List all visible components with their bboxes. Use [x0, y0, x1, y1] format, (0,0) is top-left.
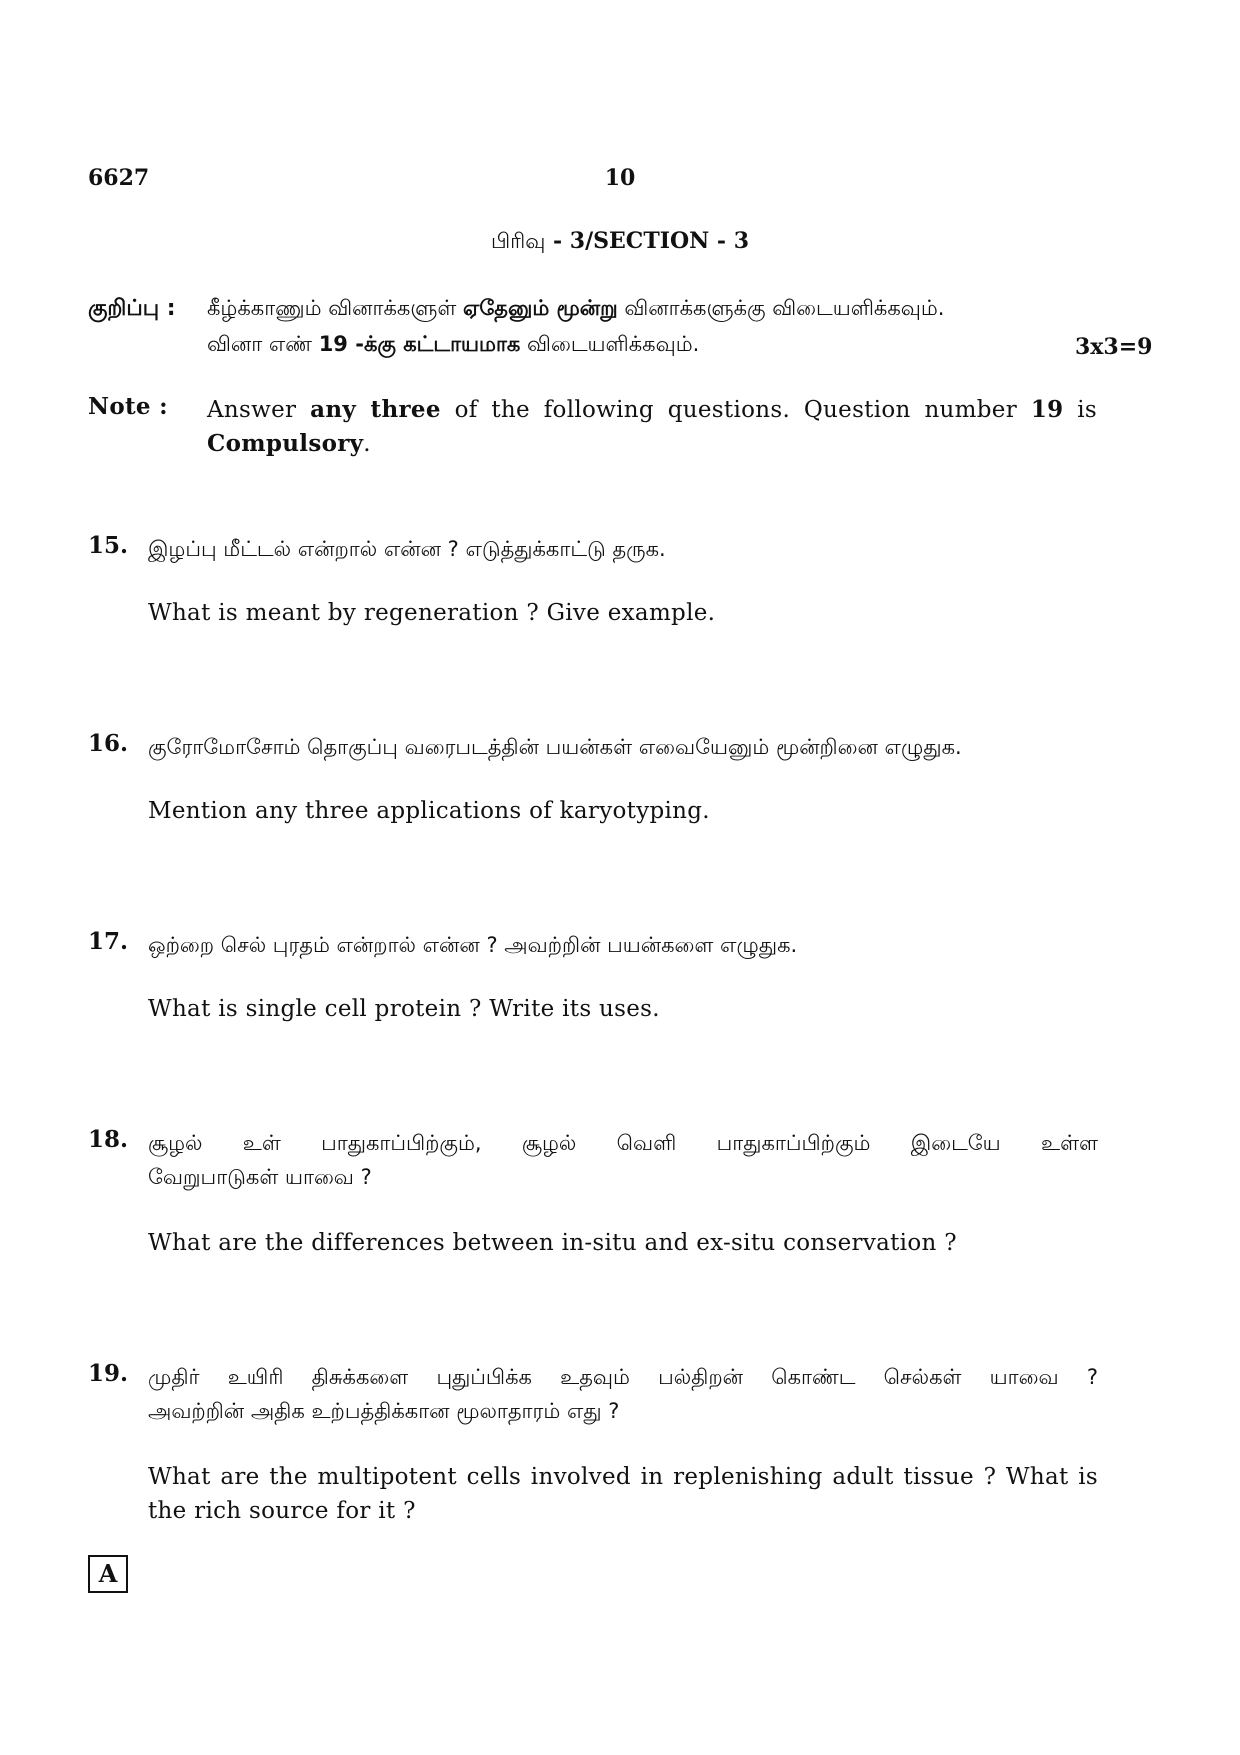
question-16-ta: குரோமோசோம் தொகுப்பு வரைபடத்தின் பயன்கள் எவையேனும் மூன்றினை எழுதுக.: [148, 735, 962, 759]
question-17-en: What is single cell protein ? Write its uses.: [148, 996, 660, 1022]
question-19-ta: முதிர் உயிரி திசுக்களை புதுப்பிக்க உதவும் பல்திறன் கொண்ட செல்கள் யாவை ? அவற்றின் அதிக உற்பத்திக்கான மூலாதாரம் எது ?: [148, 1365, 1098, 1423]
section-title-ta: பிரிவு: [490, 229, 546, 253]
question-17-ta: ஒற்றை செல் புரதம் என்றால் என்ன ? அவற்றின் பயன்களை எழுதுக.: [148, 933, 798, 957]
section-title-en: - 3/SECTION - 3: [545, 228, 750, 254]
note-en-label: Note :: [88, 393, 168, 420]
boxed-letter: A: [88, 1555, 128, 1593]
question-18-en: What are the differences between in-situ and ex-situ conservation ?: [148, 1230, 957, 1256]
marks-label: 3x3=9: [1075, 334, 1153, 360]
question-17-number: 17.: [88, 928, 129, 955]
question-19-number: 19.: [88, 1360, 129, 1387]
question-15-ta: இழப்பு மீட்டல் என்றால் என்ன ? எடுத்துக்காட்டு தருக.: [148, 537, 666, 561]
note-en-text: Answer any three of the following questions. Question number 19 is Compulsory.: [207, 396, 1098, 457]
section-title: [0, 228, 1240, 256]
question-18-ta: சூழல் உள் பாதுகாப்பிற்கும், சூழல் வெளி பாதுகாப்பிற்கும் இடையே உள்ள வேறுபாடுகள் யாவை ?: [148, 1131, 1098, 1189]
note-ta-line2: வினா எண் 19 -க்கு கட்டாயமாக விடையளிக்கவும்.: [207, 332, 700, 356]
note-ta-line1: கீழ்க்காணும் வினாக்களுள் ஏதேனும் மூன்று வினாக்களுக்கு விடையளிக்கவும்.: [207, 296, 945, 320]
page-number: 10: [604, 165, 636, 191]
question-19-en: What are the multipotent cells involved in replenishing adult tissue ? What is the rich source for it ?: [148, 1464, 1098, 1524]
note-ta-label: குறிப்பு :: [88, 296, 176, 321]
question-15-en: What is meant by regeneration ? Give example.: [148, 600, 716, 626]
question-16-number: 16.: [88, 730, 129, 757]
question-16-en: Mention any three applications of karyotyping.: [148, 798, 710, 824]
paper-code: 6627: [88, 165, 150, 191]
question-15-number: 15.: [88, 532, 129, 559]
question-18-number: 18.: [88, 1126, 129, 1153]
